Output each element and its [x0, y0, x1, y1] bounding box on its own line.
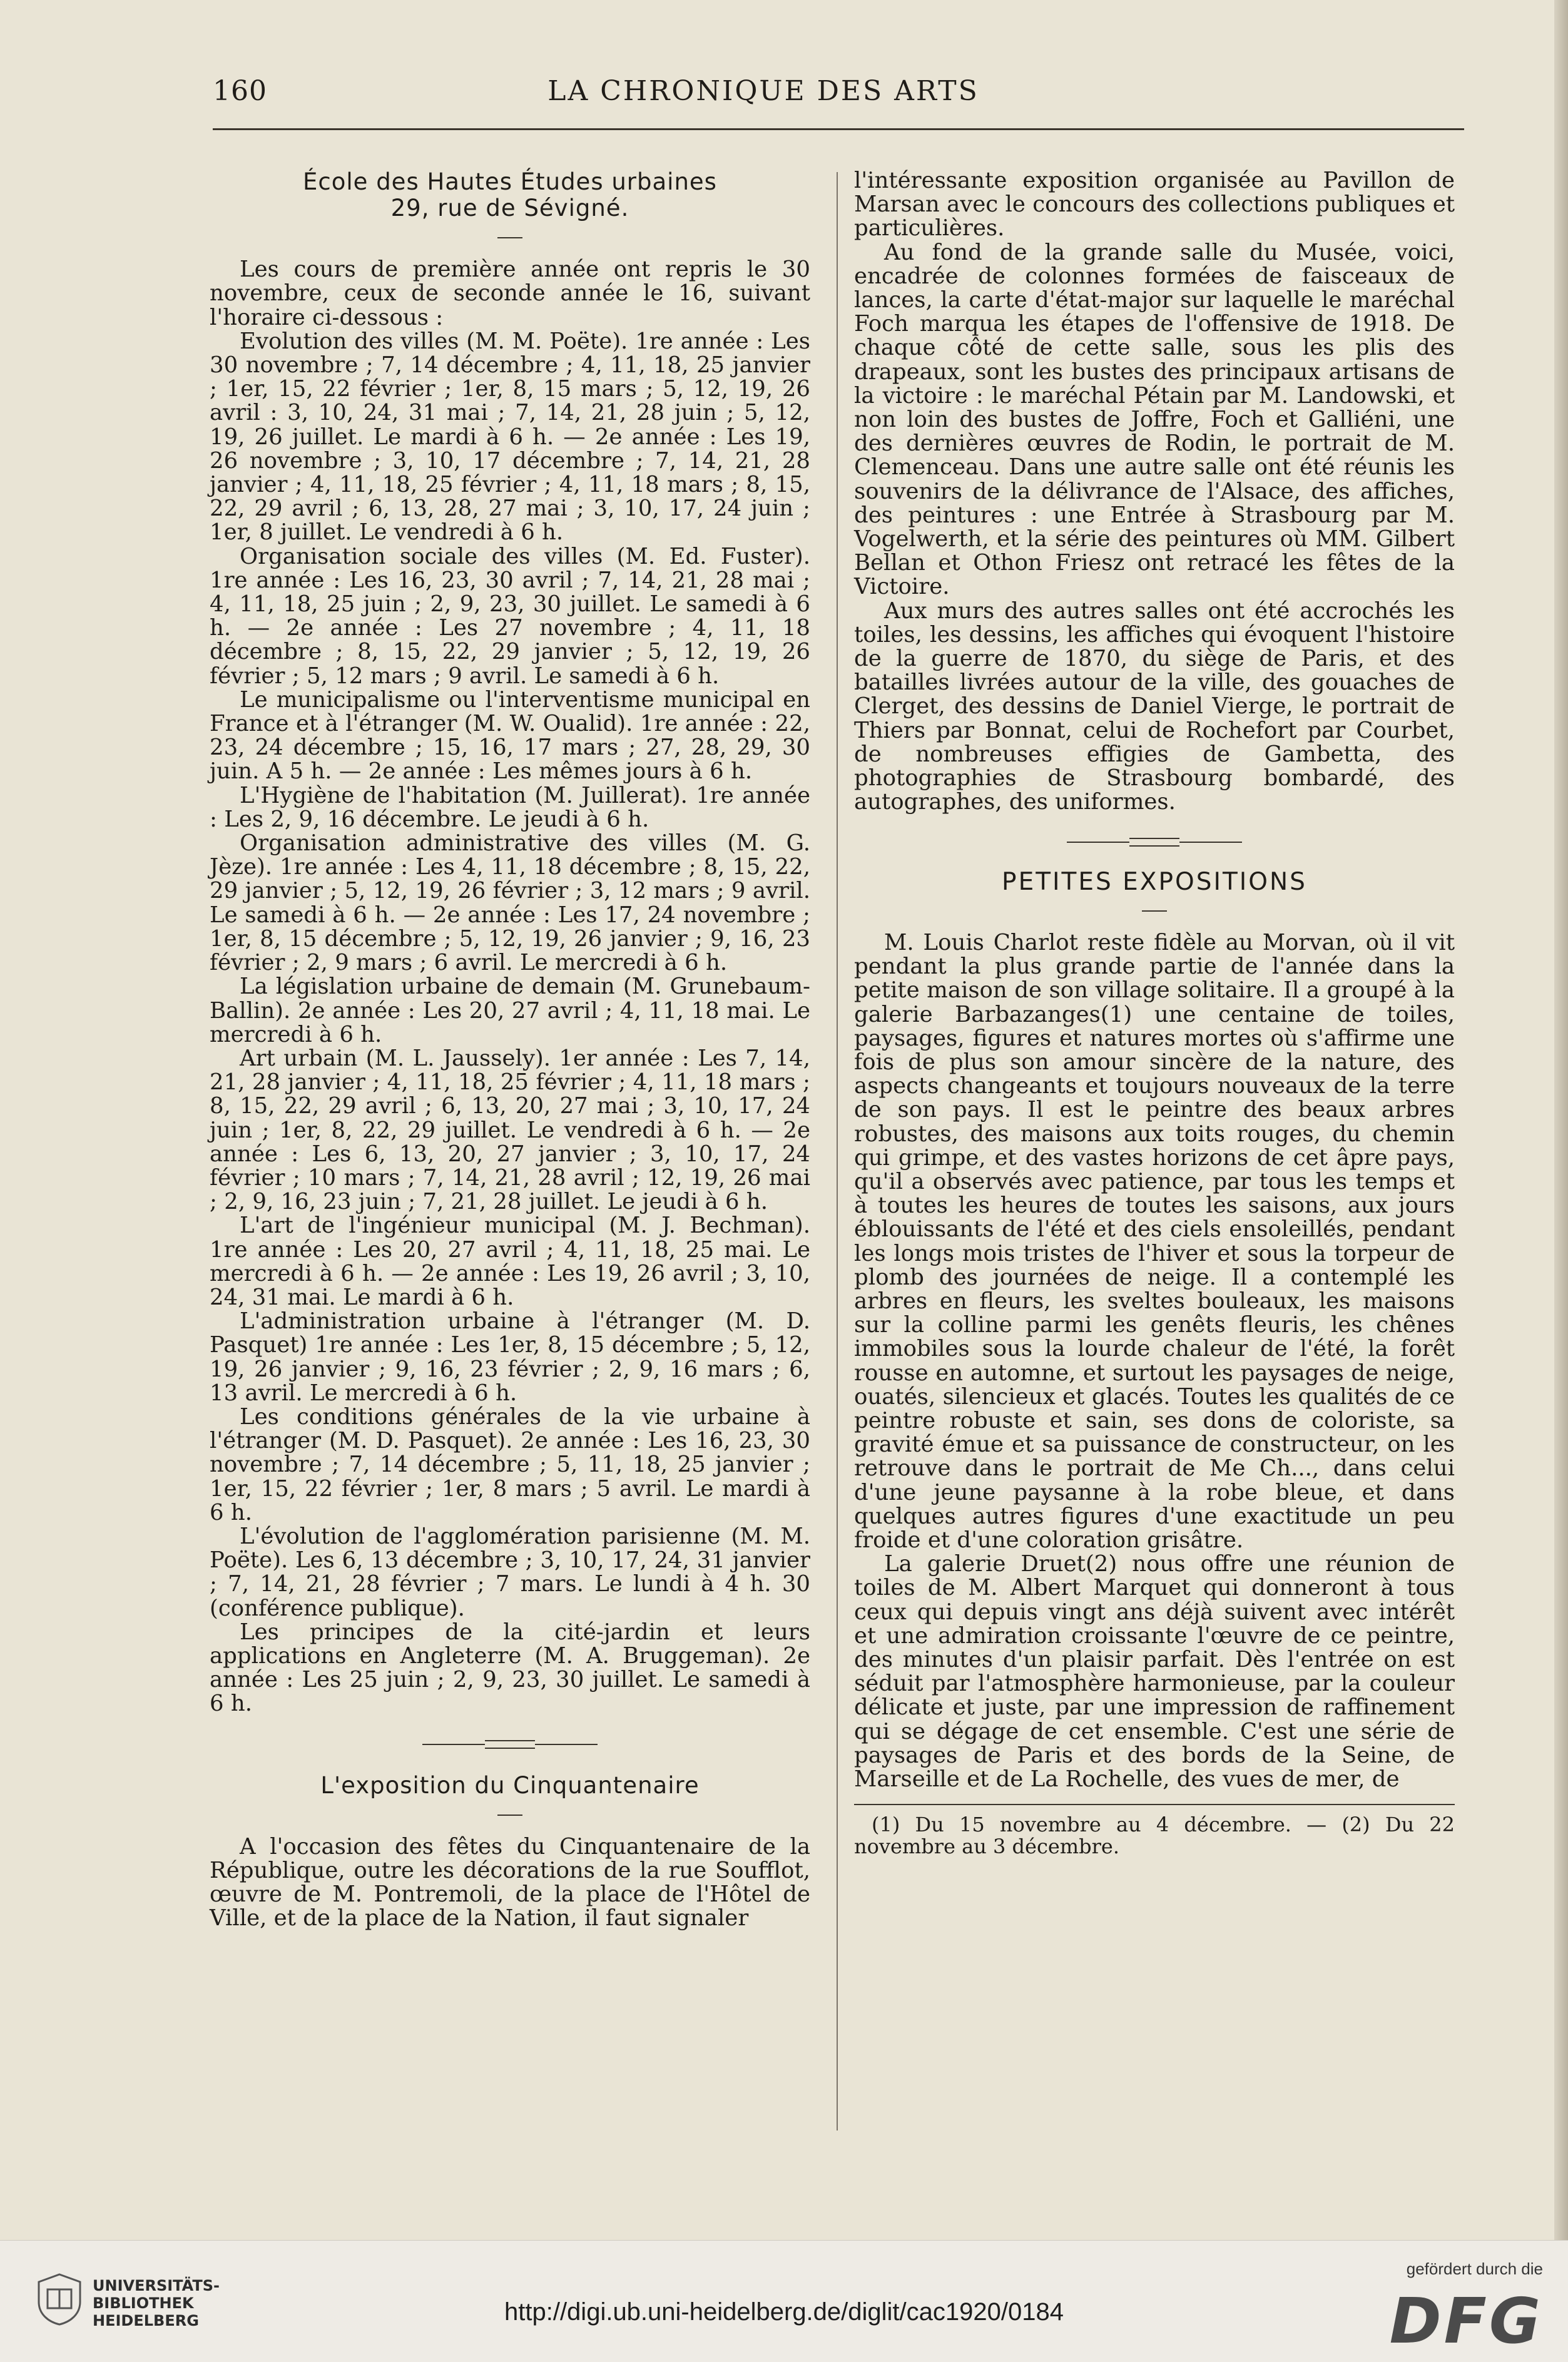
page-number: 160 [213, 75, 267, 107]
paragraph: Les cours de première année ont repris le 30 novembre, ceux de seconde année le 16, suivant l'horaire ci-dessous : [210, 257, 810, 330]
page-edge [1554, 0, 1568, 2240]
section-ornament [422, 1740, 598, 1749]
dfg-logo: DFG [1389, 2284, 1543, 2358]
title-dash [210, 1803, 810, 1826]
footnote-rule [854, 1804, 1455, 1805]
paragraph: Le municipalisme ou l'interventisme municipal en France et à l'étranger (M. W. Oualid). 1re année : 22, 23, 24 décembre ; 15, 16, 17 mars ; 27, 28, 29, 30 juin. A 5 h. — 2e année : Les mêmes jours à 6 h. [210, 686, 810, 785]
footnote: (1) Du 15 novembre au 4 décembre. — (2) Du 22 novembre au 3 décembre. [854, 1813, 1455, 1859]
logo-line: HEIDELBERG [93, 2312, 199, 2329]
paragraph: Les conditions générales de la vie urbaine à l'étranger (M. D. Pasquet). 2e année : Les 16, 23, 30 novembre ; 7, 14 décembre ; 5, 11, 18, 25 janvier ; 1er, 15, 22 février ; 1er, 8 mars ; 5 avril. Le mardi à 6 h. [210, 1403, 810, 1525]
permalink-url[interactable]: http://digi.ub.uni-heidelberg.de/diglit/cac1920/0184 [504, 2298, 1064, 2326]
column-divider [837, 172, 838, 2130]
paragraph: L'art de l'ingénieur municipal (M. J. Bechman). 1re année : Les 20, 27 avril ; 4, 11, 18, 25 mai. Le mercredi à 6 h. — 2e année : Les 19, 26 avril ; 3, 10, 24, 31 mai. Le mardi à 6 h. [210, 1213, 810, 1310]
left-column [210, 169, 810, 1931]
paragraph: Organisation administrative des villes (M. G. Jèze). 1re année : Les 4, 11, 18 décembre ; 8, 15, 22, 29 janvier ; 5, 12, 19, 26 février ; 3, 12 mars ; 9 avril. Le samedi à 6 h. — 2e année : Les 17, 24 novembre ; 1er, 8, 15 décembre ; 5, 12, 19, 26 janvier ; 9, 16, 23 février ; 2, 9 mars ; 6 avril. Le mercredi à 6 h. [210, 830, 810, 976]
section-ornament [1067, 838, 1242, 847]
paragraph: La galerie Druet(2) nous offre une réunion de toiles de M. Albert Marquet qui donneront à tous ceux qui depuis vingt ans déjà suivent avec intérêt et une admiration croissante l'œuvre de ce peintre, des minutes d'un plaisir parfait. Dès l'entrée on est séduit par l'atmosphère harmonieuse, par la couleur délicate et juste, par une impression de raffinement qui se dégage de cet ensemble. C'est une série de paysages de Paris et des bords de la Seine, de Marseille et de La Rochelle, des vues de mer, de [854, 1551, 1455, 1792]
journal-title: LA CHRONIQUE DES ARTS [547, 75, 979, 107]
title-dash [854, 898, 1455, 922]
section-title-petites-expositions: PETITES EXPOSITIONS [1002, 868, 1307, 897]
paragraph: Art urbain (M. L. Jaussely). 1er année : Les 7, 14, 21, 28 janvier ; 4, 11, 18, 25 février ; 4, 11, 18 mars ; 8, 15, 22, 29 avril ; 6, 13, 20, 27 mai ; 3, 10, 17, 24 juin ; 1er, 8, 22, 29 juillet. Le vendredi à 6 h. — 2e année : Les 6, 13, 20, 27 janvier ; 3, 10, 17, 24 février ; 10 mars ; 7, 14, 21, 28 avril ; 12, 19, 26 mai ; 2, 9, 16, 23 juin ; 7, 21, 28 juillet. Le jeudi à 6 h. [210, 1045, 810, 1215]
section-title-ecole: École des Hautes Études urbaines [303, 168, 717, 195]
right-column [854, 169, 1455, 1858]
paragraph: Les principes de la cité-jardin et leurs applications en Angleterre (M. A. Bruggeman). 2e année : Les 25 juin ; 2, 9, 23, 30 juillet. Le samedi à 6 h. [210, 1619, 810, 1717]
section-title-cinquantenaire: L'exposition du Cinquantenaire [320, 1771, 700, 1799]
footer-bar [0, 2240, 1568, 2362]
title-dash [210, 225, 810, 249]
funded-by-label: gefördert durch die [1406, 2259, 1543, 2278]
paragraph: Au fond de la grande salle du Musée, voici, encadrée de colonnes formées de faisceaux de lances, la carte d'état-major sur laquelle le maréchal Foch marqua les étapes de l'offensive de 1918. De chaque côté de cette salle, sous les plis des drapeaux, sont les bustes des principaux artisans de la victoire : le maréchal Pétain par M. Landowski, et non loin des bustes de Joffre, Foch et Galliéni, une des dernières œuvres de Rodin, le portrait de M. Clemenceau. Dans une autre salle ont été réunis les souvenirs de la délivrance de l'Alsace, des affiches, des peintures : une Entrée à Strasbourg par M. Vogelwerth, et la série des peintures où MM. Gilbert Bellan et Othon Friesz ont retracé les fêtes de la Victoire. [854, 239, 1455, 600]
paragraph: Organisation sociale des villes (M. Ed. Fuster). 1re année : Les 16, 23, 30 avril ; 7, 14, 21, 28 mai ; 4, 11, 18, 25 juin ; 2, 9, 23, 30 juillet. Le samedi à 6 h. — 2e année : Les 27 novembre ; 4, 11, 18 décembre ; 8, 15, 22, 29 janvier ; 5, 12, 19, 26 février ; 5, 12 mars ; 9 avril. Le samedi à 6 h. [210, 543, 810, 689]
paragraph: La législation urbaine de demain (M. Grunebaum-Ballin). 2e année : Les 20, 27 avril ; 4, 11, 18 mai. Le mercredi à 6 h. [210, 974, 810, 1047]
logo-line: BIBLIOTHEK [93, 2294, 194, 2312]
paragraph: L'Hygiène de l'habitation (M. Juillerat). 1re année : Les 2, 9, 16 décembre. Le jeudi à 6 h. [210, 782, 810, 832]
paragraph: Aux murs des autres salles ont été accrochés les toiles, les dessins, les affiches qui évoquent l'histoire de la guerre de 1870, du siège de Paris, et des batailles livrées autour de la ville, des gouaches de Clerget, des dessins de Daniel Vierge, le portrait de Thiers par Bonnat, celui de Rochefort par Courbet, de nombreuses effigies de Gambetta, des photographies de Strasbourg bombardé, des autographes, des uniformes. [854, 598, 1455, 815]
paragraph: Evolution des villes (M. M. Poëte). 1re année : Les 30 novembre ; 7, 14 décembre ; 4, 11, 18, 25 janvier ; 1er, 15, 22 février ; 1er, 8, 15 mars ; 5, 12, 19, 26 avril : 3, 10, 24, 31 mai ; 7, 14, 21, 28 juin ; 5, 12, 19, 26 juillet. Le mardi à 6 h. — 2e année : Les 19, 26 novembre ; 3, 10, 17 décembre ; 7, 14, 21, 28 janvier ; 4, 11, 18, 25 février ; 4, 11, 18 mars ; 8, 15, 22, 29 avril ; 6, 13, 28, 27 mai ; 3, 10, 17, 24 juin ; 1er, 8 juillet. Le vendredi à 6 h. [210, 328, 810, 546]
running-head [213, 75, 1314, 125]
paragraph: l'intéressante exposition organisée au Pavillon de Marsan avec le concours des collections publiques et particulières. [854, 168, 1455, 242]
paragraph: L'évolution de l'agglomération parisienne (M. M. Poëte). Les 6, 13 décembre ; 3, 10, 17, 24, 31 janvier ; 7, 14, 21, 28 février ; 7 mars. Le lundi à 4 h. 30 (conférence publique). [210, 1523, 810, 1621]
logo-line: UNIVERSITÄTS- [93, 2277, 220, 2294]
header-rule [213, 128, 1464, 130]
paragraph: A l'occasion des fêtes du Cinquantenaire de la République, outre les décorations de la rue Soufflot, œuvre de M. Pontremoli, de la place de l'Hôtel de Ville, et de la place de la Nation, il faut signaler [210, 1833, 810, 1932]
paragraph: L'administration urbaine à l'étranger (M. D. Pasquet) 1re année : Les 1er, 8, 15 décembre ; 5, 12, 19, 26 janvier ; 9, 16, 23 février ; 2, 9, 16 mars ; 6, 13 avril. Le mercredi à 6 h. [210, 1308, 810, 1406]
paragraph: M. Louis Charlot reste fidèle au Morvan, où il vit pendant la plus grande partie de l'année dans la petite maison de son village solitaire. Il a groupé à la galerie Barbazanges(1) une centaine de toiles, paysages, figures et natures mortes où s'affirme une fois de plus son amour sincère de la nature, des aspects changeants et toujours nouveaux de la terre de son pays. Il est le peintre des beaux arbres robustes, des maisons aux toits rouges, du chemin qui grimpe, et des vastes horizons de cet âpre pays, qu'il a observés avec patience, par tous les temps et à toutes les heures de toutes les saisons, aux jours éblouissants de l'été et des ciels ensoleillés, pendant les longs mois tristes de l'hiver et sous la torpeur de plomb des journées de neige. Il a contemplé les arbres en fleurs, les sveltes bouleaux, les maisons sur la colline parmi les genêts fleuris, les chênes immobiles sous la lourde chaleur de l'été, la forêt rousse en automne, et surtout les paysages de neige, ouatés, silencieux et glacés. Toutes les qualités de ce peintre robuste et sain, ses dons de coloriste, sa gravité émue et sa puissance de constructeur, on les retrouve dans le portrait de Me Ch..., dans celui d'une jeune paysanne à la robe bleue, et dans quelques autres figures d'une exactitude un peu froide et d'une coloration grisâtre. [854, 929, 1455, 1553]
section-subtitle-address: 29, rue de Sévigné. [390, 195, 629, 221]
